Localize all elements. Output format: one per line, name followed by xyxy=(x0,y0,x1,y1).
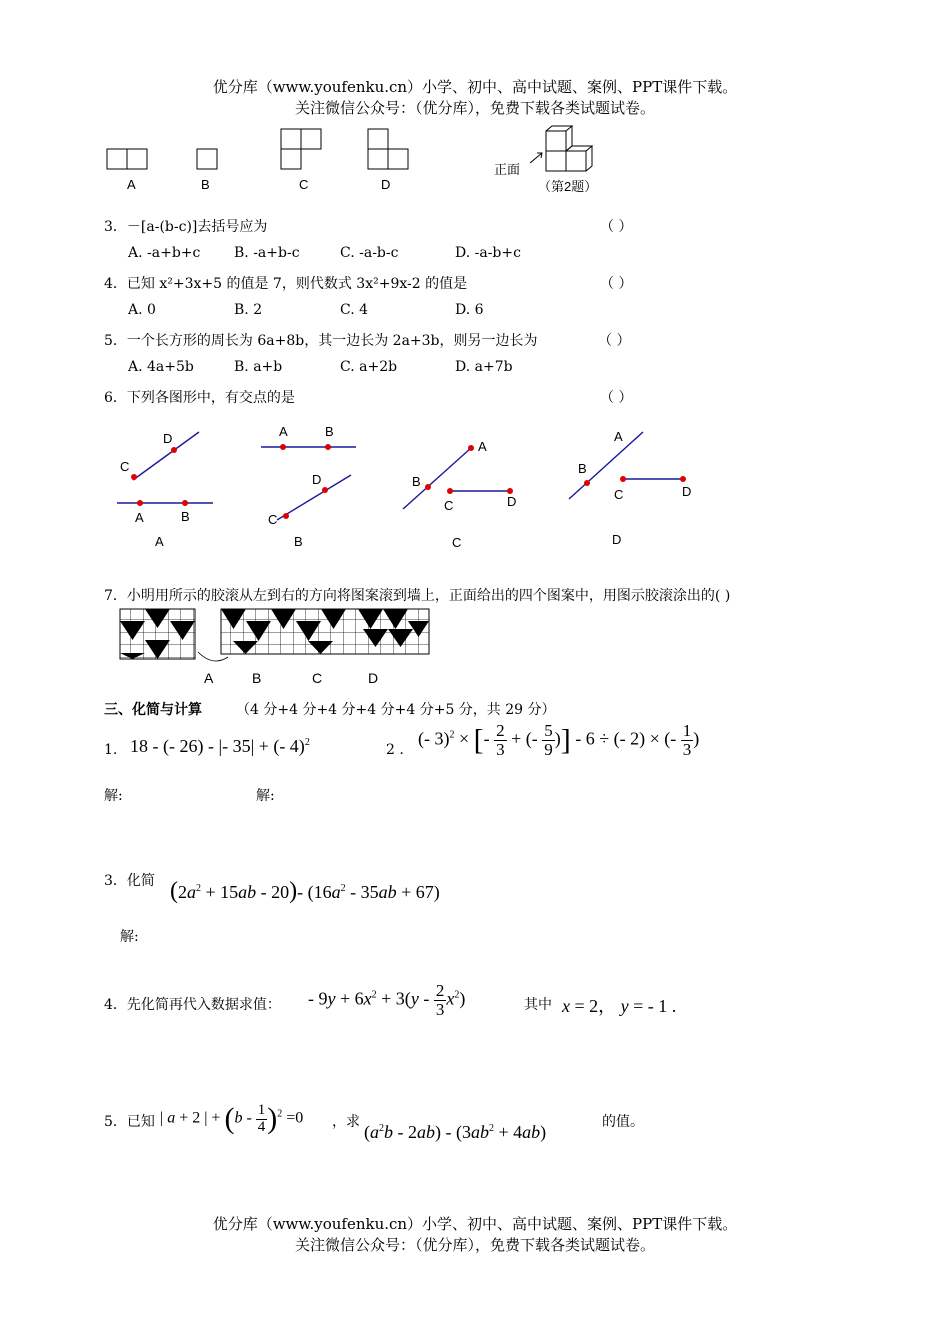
q6b-label-a: A xyxy=(279,424,288,439)
q2-caption: （第2题） xyxy=(538,179,598,194)
q6b-label-d: D xyxy=(312,472,322,487)
calc5-ask: ，求 xyxy=(332,1114,360,1130)
q6c-label-c: C xyxy=(444,498,454,513)
solve-label-1: 解: xyxy=(104,788,123,804)
q4-option-b: B. 2 xyxy=(234,302,263,318)
calc5-end: 的值。 xyxy=(602,1114,644,1130)
header-line-1: 优分库（www.youfenku.cn）小学、初中、高中试题、案例、PPT课件下载。 xyxy=(212,78,738,96)
q6-figures xyxy=(100,420,720,550)
q5-option-a: A. 4a+5b xyxy=(128,359,194,375)
q5-option-d: D. a+7b xyxy=(455,359,513,375)
q6-stem: 6．下列各图形中，有交点的是 xyxy=(104,390,295,406)
calc3-label: 3．化简 xyxy=(104,873,155,889)
q5-option-b: B. a+b xyxy=(234,359,283,375)
calc5-expression: $(a^2b - 2ab) - (3ab^2 + 4ab)$ xyxy=(364,1122,547,1142)
q2-option-c: C xyxy=(299,177,309,192)
q4-option-a: A. 0 xyxy=(128,302,156,318)
q6-figure-b: B xyxy=(294,534,303,549)
q2-front-label: 正面 xyxy=(494,162,521,177)
q5-paren: （ ） xyxy=(598,333,631,349)
q2-option-b: B xyxy=(201,177,210,192)
q6a-label-c: C xyxy=(120,459,130,474)
calc2-expression: (- 3)$^2$ × [- $\frac{2}{3}$ + (- $\frac{5}{9}$ )] - 6 ÷ (- 2) × (- $\frac{1}{3}$ ) xyxy=(418,721,700,759)
section3-title: 三、化简与计算 xyxy=(104,701,202,717)
q4-paren: （ ） xyxy=(600,276,633,292)
calc4-values: x = 2， y = - 1 . xyxy=(562,996,677,1016)
q7-option-a: A xyxy=(204,670,214,686)
q6c-label-a: A xyxy=(478,439,487,454)
solve-label-3: 解: xyxy=(120,929,139,945)
q6d-label-b: B xyxy=(578,461,587,476)
q7-patterns xyxy=(118,607,438,669)
q6d-label-d: D xyxy=(682,484,692,499)
q6b-label-b: B xyxy=(325,424,334,439)
calc2-number: 2 . xyxy=(386,742,404,758)
q6d-label-c: C xyxy=(614,487,624,502)
q6a-label-b: B xyxy=(181,509,190,524)
q3-stem: 3．－[a-(b-c)]去括号应为 xyxy=(104,219,268,235)
calc1-expression: 18 - (- 26) - |- 35| + (- 4)$^2$ xyxy=(130,736,310,756)
q2-option-a: A xyxy=(127,177,136,192)
q6d-label-a: A xyxy=(614,429,623,444)
calc4-expression: - $9y + 6x^2 + 3(y$ - $\frac{2}{3}$ $x^2$) xyxy=(308,981,466,1019)
q6a-label-a: A xyxy=(135,510,144,525)
q4-option-c: C. 4 xyxy=(340,302,369,318)
q6-figure-a: A xyxy=(155,534,164,549)
calc5-text: 5．已知 xyxy=(104,1114,155,1130)
q7-option-c: C xyxy=(312,670,323,686)
q5-stem: 5．一个长方形的周长为 6a+8b，其一边长为 2a+3b，则另一边长为 xyxy=(104,333,538,349)
q3-option-c: C. -a-b-c xyxy=(340,245,399,261)
calc3-expression: $(2a^2 + 15ab - 20)-$ $(16a^2 - 35ab + 67)$ xyxy=(170,878,440,904)
calc4-text: 4．先化简再代入数据求值： xyxy=(104,997,281,1013)
q3-option-b: B. -a+b-c xyxy=(234,245,300,261)
header-line-2: 关注微信公众号：（优分库），免费下载各类试题试卷。 xyxy=(294,99,655,117)
footer-line-2: 关注微信公众号：（优分库），免费下载各类试题试卷。 xyxy=(294,1236,655,1254)
q3-option-d: D. -a-b+c xyxy=(455,245,521,261)
solve-label-2: 解: xyxy=(256,788,275,804)
q7-option-b: B xyxy=(252,670,262,686)
footer-line-1: 优分库（www.youfenku.cn）小学、初中、高中试题、案例、PPT课件下载。 xyxy=(212,1215,738,1233)
q6-figure-d: D xyxy=(612,532,622,547)
q4-stem: 4．已知 x²+3x+5 的值是 7，则代数式 3x²+9x-2 的值是 xyxy=(104,276,468,292)
q4-option-d: D. 6 xyxy=(455,302,484,318)
q6b-label-c: C xyxy=(268,512,278,527)
q7-stem: 7．小明用所示的胶滚从左到右的方向将图案滚到墙上，正面给出的四个图案中，用图示胶滚涂出的( ) xyxy=(104,588,731,604)
q6c-label-d: D xyxy=(507,494,517,509)
section3-score: （4 分+4 分+4 分+4 分+4 分+5 分，共 29 分） xyxy=(236,702,556,718)
q6-figure-c: C xyxy=(452,535,462,550)
q7-option-d: D xyxy=(368,670,379,686)
q2-option-d: D xyxy=(381,177,391,192)
q3-paren: （ ） xyxy=(600,219,633,235)
calc4-condition: 其中 xyxy=(524,997,552,1013)
q6-paren: （ ） xyxy=(600,390,633,406)
calc1-number: 1. xyxy=(104,742,118,758)
calc5-condition: | a + 2 | + (b - $\frac{1}{4}$ )$^2$ =0 xyxy=(160,1101,304,1135)
q5-option-c: C. a+2b xyxy=(340,359,398,375)
q6c-label-b: B xyxy=(412,474,421,489)
q6a-label-d: D xyxy=(163,431,173,446)
q3-option-a: A. -a+b+c xyxy=(128,245,201,261)
